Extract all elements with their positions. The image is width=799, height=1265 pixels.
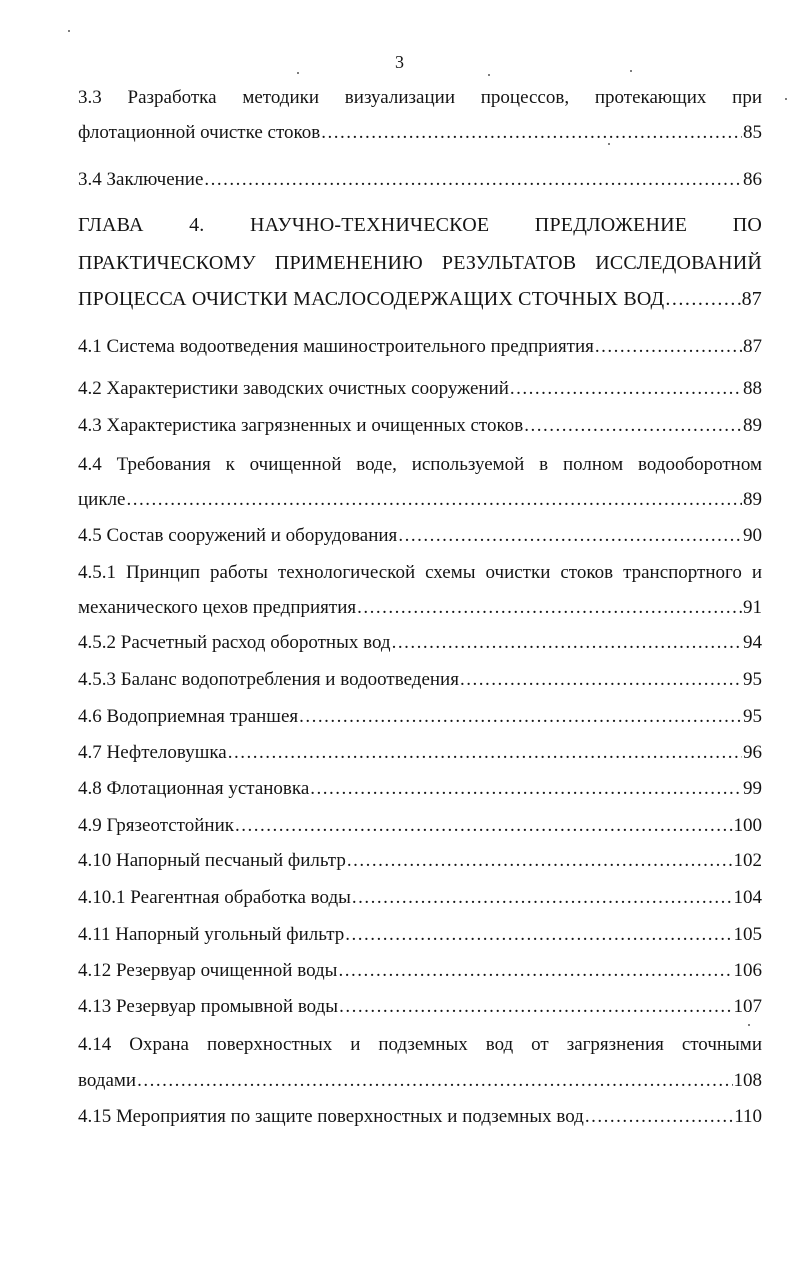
toc-title: 4.1 Система водоотведения машиностроительного предприятия bbox=[78, 336, 594, 357]
toc-title: 4.6 Водоприемная траншея bbox=[78, 706, 299, 727]
toc-4-5-1-line1: 4.5.1 Принцип работы технологической схемы очистки стоков транспортного и bbox=[78, 562, 762, 583]
toc-3-3-line1: 3.3 Разработка методики визуализации процессов, протекающих при bbox=[78, 87, 762, 108]
toc-entry-chapter-4[interactable] bbox=[78, 286, 762, 312]
toc-entry-4-10-1[interactable] bbox=[78, 885, 762, 911]
scan-speck bbox=[608, 143, 610, 145]
toc-entry-4-1[interactable] bbox=[78, 334, 762, 360]
toc-page: 110 bbox=[734, 1106, 762, 1127]
dot-leader bbox=[310, 776, 742, 802]
toc-entry-4-4[interactable] bbox=[78, 487, 762, 513]
scan-speck bbox=[630, 70, 632, 72]
toc-page: 99 bbox=[743, 778, 762, 799]
toc-page: 96 bbox=[743, 742, 762, 763]
toc-entry-4-10[interactable] bbox=[78, 848, 762, 874]
toc-page: 100 bbox=[733, 815, 762, 836]
toc-entry-4-8[interactable] bbox=[78, 776, 762, 802]
dot-leader bbox=[321, 120, 742, 146]
toc-page: 89 bbox=[743, 489, 762, 510]
dot-leader bbox=[347, 848, 733, 874]
toc-entry-4-5-2[interactable] bbox=[78, 630, 762, 656]
toc-page: 85 bbox=[743, 122, 762, 143]
chapter-4-line1: ГЛАВА 4. НАУЧНО-ТЕХНИЧЕСКОЕ ПРЕДЛОЖЕНИЕ ПО bbox=[78, 214, 762, 236]
toc-page: 87 bbox=[743, 336, 762, 357]
toc-page: 104 bbox=[733, 887, 762, 908]
chapter-4-line2: ПРАКТИЧЕСКОМУ ПРИМЕНЕНИЮ РЕЗУЛЬТАТОВ ИССЛЕДОВАНИЙ bbox=[78, 252, 762, 274]
toc-page: 107 bbox=[733, 996, 762, 1017]
toc-page: 89 bbox=[743, 415, 762, 436]
scan-speck bbox=[748, 1024, 750, 1026]
toc-title: флотационной очистке стоков bbox=[78, 122, 321, 143]
toc-page: 108 bbox=[733, 1070, 762, 1091]
dot-leader bbox=[357, 595, 742, 621]
scan-speck bbox=[785, 98, 787, 100]
toc-title: 4.10 Напорный песчаный фильтр bbox=[78, 850, 346, 871]
page-number: 3 bbox=[395, 52, 404, 72]
toc-entry-4-13[interactable] bbox=[78, 994, 762, 1020]
toc-entry-4-12[interactable] bbox=[78, 958, 762, 984]
dot-leader bbox=[338, 958, 732, 984]
toc-page: 105 bbox=[733, 924, 762, 945]
toc-page: 106 bbox=[733, 960, 762, 981]
toc-entry-4-5-1[interactable] bbox=[78, 595, 762, 621]
toc-title: 4.5 Состав сооружений и оборудования bbox=[78, 525, 398, 546]
toc-entry-3-3[interactable] bbox=[78, 120, 762, 146]
toc-entry-4-5-3[interactable] bbox=[78, 667, 762, 693]
scan-speck bbox=[488, 74, 490, 76]
toc-title: 4.11 Напорный угольный фильтр bbox=[78, 924, 345, 945]
toc-entry-4-15[interactable] bbox=[78, 1104, 762, 1130]
toc-page: 88 bbox=[743, 378, 762, 399]
toc-entry-4-2[interactable] bbox=[78, 376, 762, 402]
dot-leader bbox=[352, 885, 733, 911]
toc-title: 4.13 Резервуар промывной воды bbox=[78, 996, 339, 1017]
toc-entry-4-6[interactable] bbox=[78, 704, 762, 730]
toc-page: 95 bbox=[743, 669, 762, 690]
dot-leader bbox=[392, 630, 742, 656]
toc-4-14-line1: 4.14 Охрана поверхностных и подземных вод от загрязнения сточными bbox=[78, 1034, 762, 1055]
toc-entry-4-7[interactable] bbox=[78, 740, 762, 766]
dot-leader bbox=[299, 704, 742, 730]
dot-leader bbox=[235, 813, 733, 839]
toc-page: 95 bbox=[743, 706, 762, 727]
toc-page: 94 bbox=[743, 632, 762, 653]
toc-page: 86 bbox=[743, 169, 762, 190]
toc-page: 91 bbox=[743, 597, 762, 618]
toc-title: 4.9 Грязеотстойник bbox=[78, 815, 234, 836]
toc-entry-4-11[interactable] bbox=[78, 922, 762, 948]
scan-speck bbox=[297, 72, 299, 74]
dot-leader bbox=[510, 376, 742, 402]
dot-leader bbox=[398, 523, 742, 549]
toc-title: 4.15 Мероприятия по защите поверхностных и подземных вод bbox=[78, 1106, 584, 1127]
dot-leader bbox=[345, 922, 732, 948]
toc-title: ПРОЦЕССА ОЧИСТКИ МАСЛОСОДЕРЖАЩИХ СТОЧНЫХ ВОД bbox=[78, 288, 665, 310]
toc-title: 4.3 Характеристика загрязненных и очищенных стоков bbox=[78, 415, 524, 436]
toc-title: 3.4 Заключение bbox=[78, 169, 204, 190]
toc-title: 4.5.2 Расчетный расход оборотных вод bbox=[78, 632, 391, 653]
dot-leader bbox=[460, 667, 742, 693]
dot-leader bbox=[585, 1104, 733, 1130]
toc-entry-4-3[interactable] bbox=[78, 413, 762, 439]
toc-title: 4.5.3 Баланс водопотребления и водоотведения bbox=[78, 669, 459, 690]
toc-entry-3-4[interactable] bbox=[78, 167, 762, 193]
dot-leader bbox=[126, 487, 742, 513]
toc-title: 4.7 Нефтеловушка bbox=[78, 742, 227, 763]
dot-leader bbox=[228, 740, 742, 766]
dot-leader bbox=[339, 994, 732, 1020]
toc-page: 102 bbox=[733, 850, 762, 871]
dot-leader bbox=[204, 167, 742, 193]
toc-title: 4.2 Характеристики заводских очистных сооружений bbox=[78, 378, 509, 399]
dot-leader bbox=[524, 413, 742, 439]
toc-page: 90 bbox=[743, 525, 762, 546]
toc-title: 4.10.1 Реагентная обработка воды bbox=[78, 887, 351, 908]
toc-title: водами bbox=[78, 1070, 137, 1091]
dot-leader bbox=[665, 286, 740, 312]
toc-title: цикле bbox=[78, 489, 126, 510]
toc-entry-4-9[interactable] bbox=[78, 813, 762, 839]
toc-title: механического цехов предприятия bbox=[78, 597, 357, 618]
toc-4-4-line1: 4.4 Требования к очищенной воде, используемой в полном водооборотном bbox=[78, 454, 762, 475]
scan-speck bbox=[68, 30, 70, 32]
dot-leader bbox=[137, 1068, 732, 1094]
toc-entry-4-5[interactable] bbox=[78, 523, 762, 549]
toc-title: 4.12 Резервуар очищенной воды bbox=[78, 960, 338, 981]
dot-leader bbox=[595, 334, 742, 360]
toc-entry-4-14[interactable] bbox=[78, 1068, 762, 1094]
toc-page: 87 bbox=[741, 288, 762, 310]
toc-title: 4.8 Флотационная установка bbox=[78, 778, 310, 799]
